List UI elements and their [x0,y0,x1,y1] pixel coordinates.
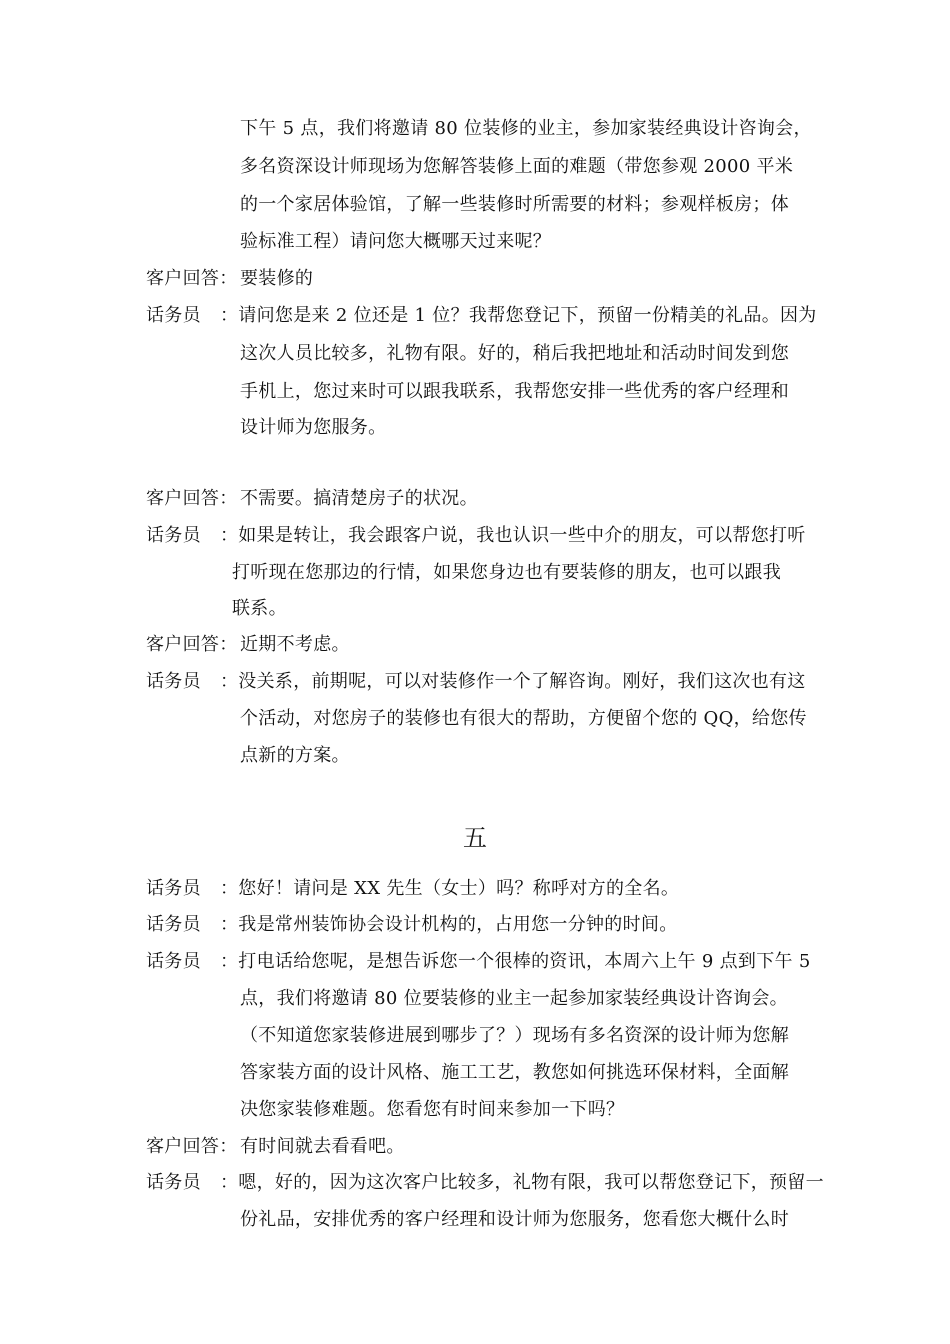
dialogue-line: 打听现在您那边的行情，如果您身边也有要装修的朋友，也可以跟我 [232,562,781,583]
paragraph-line: 的一个家居体验馆，了解一些装修时所需要的材料；参观样板房；体 [240,194,789,215]
speaker-label-operator: 话务员 [146,951,201,972]
dialogue-line: 这次人员比较多，礼物有限。好的，稍后我把地址和活动时间发到您 [240,343,789,364]
speaker-label-operator: 话务员 [146,305,201,326]
dialogue-line: ：如果是转让，我会跟客户说，我也认识一些中介的朋友，可以帮您打听 [220,525,806,546]
paragraph-line: 验标准工程）请问您大概哪天过来呢？ [240,231,552,252]
dialogue-line: 有时间就去看看吧。 [240,1136,405,1157]
speaker-label-operator: 话务员 [146,914,201,935]
dialogue-line: ：我是常州装饰协会设计机构的，占用您一分钟的时间。 [220,914,678,935]
dialogue-line: 手机上，您过来时可以跟我联系，我帮您安排一些优秀的客户经理和 [240,381,789,402]
speaker-label-operator: 话务员 [146,1172,201,1193]
speaker-label-operator: 话务员 [146,878,201,899]
dialogue-line: ：请问您是来 2 位还是 1 位？我帮您登记下，预留一份精美的礼品。因为 [220,305,817,326]
dialogue-line: 点新的方案。 [240,745,350,766]
dialogue-line: 近期不考虑。 [240,634,350,655]
dialogue-line: ：没关系，前期呢，可以对装修作一个了解咨询。刚好，我们这次也有这 [220,671,806,692]
speaker-label-customer: 客户回答： [146,268,238,289]
speaker-label-operator: 话务员 [146,671,201,692]
dialogue-line: 点，我们将邀请 80 位要装修的业主一起参加家装经典设计咨询会。 [240,988,788,1009]
paragraph-line: 下午 5 点，我们将邀请 80 位装修的业主，参加家装经典设计咨询会， [240,118,812,139]
speaker-label-operator: 话务员 [146,525,201,546]
dialogue-line: 联系。 [232,598,287,619]
dialogue-line: ：打电话给您呢，是想告诉您一个很棒的资讯，本周六上午 9 点到下午 5 [220,951,811,972]
speaker-label-customer: 客户回答： [146,1136,238,1157]
section-heading: 五 [463,824,487,852]
paragraph-line: 多名资深设计师现场为您解答装修上面的难题（带您参观 2000 平米 [240,156,794,177]
speaker-label-customer: 客户回答： [146,634,238,655]
speaker-label-customer: 客户回答： [146,488,238,509]
dialogue-line: ：您好！请问是 XX 先生（女士）吗？称呼对方的全名。 [220,878,680,899]
dialogue-line: 不需要。搞清楚房子的状况。 [240,488,478,509]
dialogue-line: 决您家装修难题。您看您有时间来参加一下吗？ [240,1099,625,1120]
dialogue-line: 答家装方面的设计风格、施工工艺，教您如何挑选环保材料，全面解 [240,1062,789,1083]
dialogue-line: ：嗯，好的，因为这次客户比较多，礼物有限，我可以帮您登记下，预留一 [220,1172,824,1193]
dialogue-line: 要装修的 [240,268,314,289]
dialogue-line: （不知道您家装修进展到哪步了？）现场有多名资深的设计师为您解 [240,1025,789,1046]
dialogue-line: 设计师为您服务。 [240,417,387,438]
dialogue-line: 份礼品，安排优秀的客户经理和设计师为您服务，您看您大概什么时 [240,1209,789,1230]
dialogue-line: 个活动，对您房子的装修也有很大的帮助，方便留个您的 QQ，给您传 [240,708,807,729]
